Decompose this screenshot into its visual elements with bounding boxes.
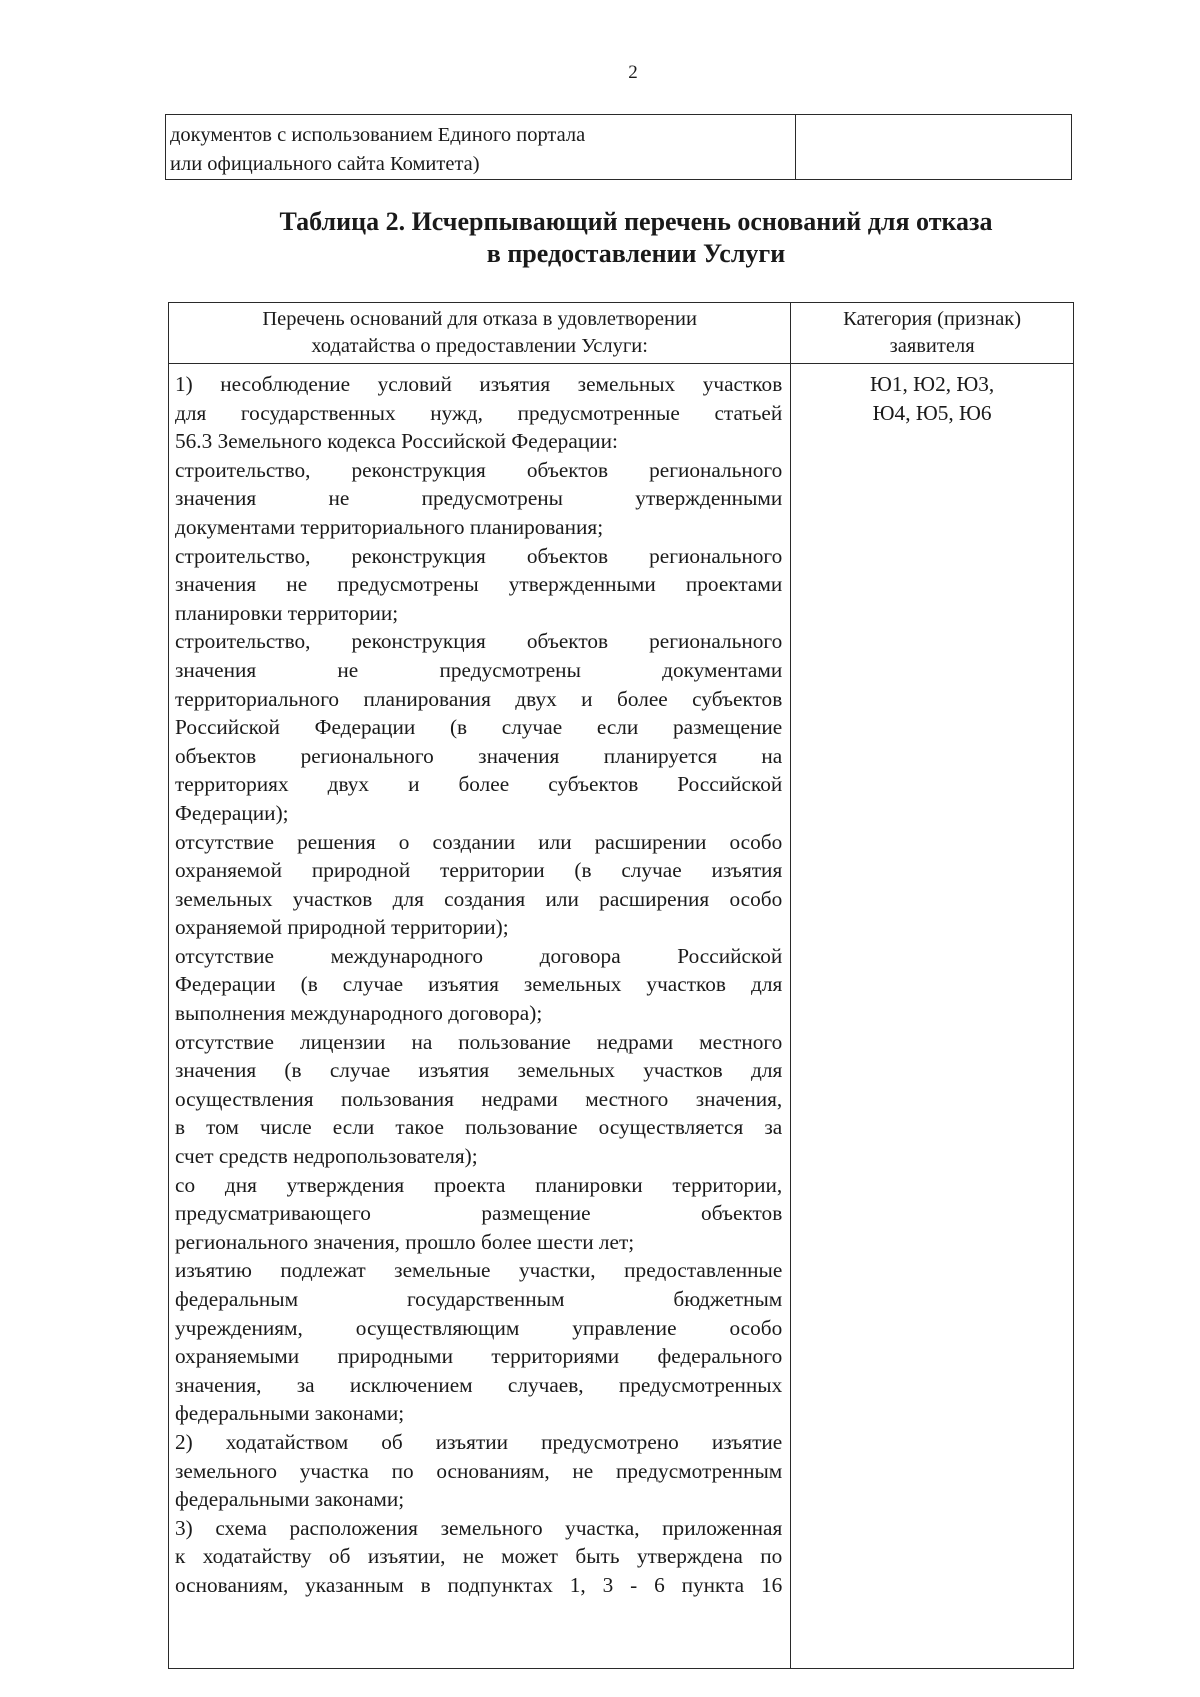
continued-cell-empty [795, 115, 1071, 180]
grounds-line: документами территориального планирования; [175, 514, 604, 539]
table-row [169, 364, 1074, 1669]
grounds-line: 1) несоблюдение условий изъятия земельных участков [175, 372, 783, 396]
grounds-line: счет средств недропользователя); [175, 1144, 478, 1169]
grounds-line: федеральными законами; [175, 1401, 405, 1426]
grounds-line: отсутствие лицензии на пользование недрами местного [175, 1029, 783, 1054]
header-line: Перечень оснований для отказа в удовлетворении [262, 308, 697, 330]
grounds-line: 56.3 Земельного кодекса Российской Федерации: [175, 429, 618, 454]
section-title [230, 206, 1042, 270]
header-line: заявителя [889, 335, 975, 357]
header-line: ходатайства о предоставлении Услуги: [311, 335, 648, 357]
section-title-line: Таблица 2. Исчерпывающий перечень оснований для отказа [279, 207, 993, 236]
grounds-line: значения не предусмотрены утвержденными [175, 486, 783, 511]
grounds-line: охраняемыми природными территориями федерального [175, 1344, 783, 1369]
grounds-line: планировки территории; [175, 600, 399, 625]
grounds-line: 3) схема расположения земельного участка, приложенная [175, 1515, 783, 1540]
grounds-line: охраняемой природной территории (в случае изъятия [175, 858, 783, 883]
grounds-line: территориального планирования двух и более субъектов [175, 686, 783, 711]
grounds-line: федеральными законами; [175, 1487, 405, 1512]
grounds-line: учреждениям, осуществляющим управление особо [175, 1315, 783, 1340]
grounds-line: осуществления пользования недрами местного значения, [175, 1086, 783, 1111]
grounds-line: значения, за исключением случаев, предусмотренных [175, 1372, 783, 1397]
grounds-line: выполнения международного договора); [175, 1001, 543, 1026]
grounds-line: отсутствие решения о создании или расширении особо [175, 829, 783, 854]
category-line: Ю4, Ю5, Ю6 [872, 400, 992, 425]
continued-cell-text [166, 115, 796, 180]
grounds-line: к ходатайству об изъятии, не может быть утверждена по [175, 1544, 783, 1569]
grounds-line: Российской Федерации (в случае если размещение [175, 715, 783, 740]
applicant-category-cell [791, 364, 1074, 1669]
grounds-line: федеральным государственным бюджетным [175, 1287, 783, 1311]
header-grounds [169, 303, 791, 364]
grounds-line: значения не предусмотрены документами [175, 657, 783, 682]
grounds-line: строительство, реконструкция объектов регионального [175, 629, 783, 654]
grounds-line: Федерации); [175, 800, 289, 825]
grounds-line: основаниям, указанным в подпунктах 1, 3 - 6 пункта 16 [175, 1572, 783, 1597]
page-number: 2 [628, 62, 638, 83]
grounds-line: строительство, реконструкция объектов регионального [175, 543, 783, 568]
category-line: Ю1, Ю2, Ю3, [870, 372, 995, 396]
continued-line: или официального сайта Комитета) [170, 153, 480, 175]
grounds-line: Федерации (в случае изъятия земельных участков для [175, 972, 783, 997]
grounds-line: значения (в случае изъятия земельных участков для [175, 1058, 783, 1083]
table-header-row [169, 303, 1074, 364]
grounds-line: для государственных нужд, предусмотренные статьей [175, 400, 783, 425]
grounds-line: изъятию подлежат земельные участки, предоставленные [175, 1258, 783, 1283]
continued-line: документов с использованием Единого портала [170, 124, 586, 146]
grounds-list-cell [169, 364, 791, 1669]
grounds-line: земельного участка по основаниям, не предусмотренным [175, 1458, 783, 1483]
refusal-grounds-table [168, 302, 1074, 1669]
grounds-line: земельных участков для создания или расширения особо [175, 886, 783, 911]
grounds-line: в том числе если такое пользование осуществляется за [175, 1115, 783, 1140]
header-line: Категория (признак) [843, 308, 1022, 330]
section-title-line: в предоставлении Услуги [486, 239, 786, 268]
grounds-line: отсутствие международного договора Российской [175, 943, 783, 968]
grounds-line: территориях двух и более субъектов Российской [175, 772, 783, 797]
grounds-line: со дня утверждения проекта планировки территории, [175, 1172, 783, 1197]
table-row [166, 115, 1072, 180]
grounds-line: предусматривающего размещение объектов [175, 1201, 783, 1226]
grounds-line: регионального значения, прошло более шести лет; [175, 1229, 635, 1254]
grounds-line: объектов регионального значения планируется на [175, 743, 783, 768]
grounds-line: 2) ходатайством об изъятии предусмотрено изъятие [175, 1429, 783, 1454]
grounds-line: значения не предусмотрены утвержденными проектами [175, 572, 783, 597]
continued-table [165, 114, 1072, 180]
grounds-line: строительство, реконструкция объектов регионального [175, 457, 783, 482]
header-category [791, 303, 1074, 364]
grounds-line: охраняемой природной территории); [175, 915, 509, 940]
